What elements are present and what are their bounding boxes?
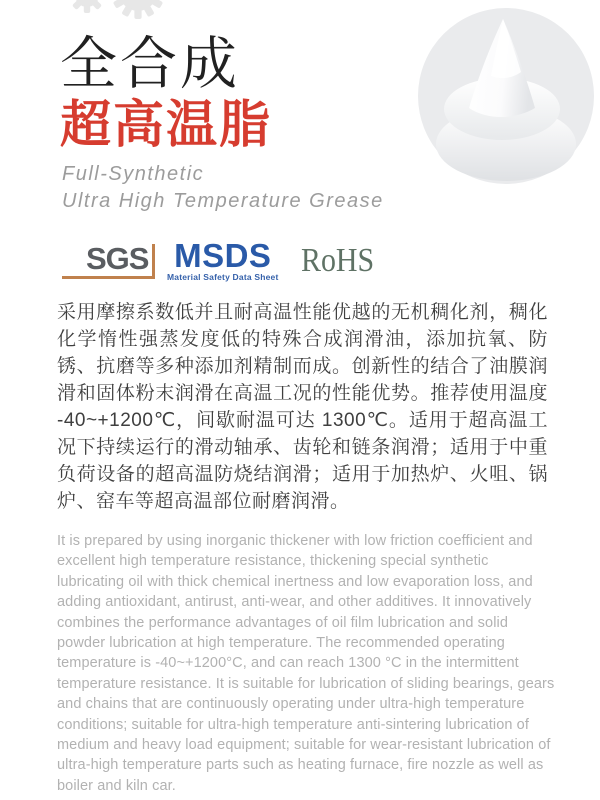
sgs-label: SGS	[86, 241, 149, 276]
gear-icon	[60, 0, 180, 32]
page-title-line1: 全合成	[60, 32, 240, 96]
subtitle-line2: Ultra High Temperature Grease	[62, 190, 384, 212]
product-image	[413, 6, 600, 190]
sgs-logo	[62, 241, 155, 279]
rohs-label: RoHS	[301, 242, 375, 279]
page-title-line2: 超高温脂	[60, 96, 273, 153]
msds-label: MSDS	[174, 237, 272, 274]
subtitle-line1: Full-Synthetic	[62, 163, 205, 185]
certification-logos	[0, 238, 600, 290]
description-chinese: 采用摩擦系数低并且耐高温性能优越的无机稠化剂，稠化化学惰性强蒸发度低的特殊合成润滑油，添加抗氧、防锈、抗磨等多种添加剂精制而成。创新性的结合了油膜润滑和固体粉末润滑在高温工况的性能优势。推荐使用温度 -40~+1200℃，间歇耐温可达 1300℃。适用于超高温工况下持续运行的滑动轴承、齿轮和链条润滑；适用于中重负荷设备的超高温防烧结润滑；适用于加热炉、火咀、锅炉、窑车等超高温部位耐磨润滑。	[57, 302, 548, 512]
subtitle-en	[62, 161, 384, 215]
msds-logo	[167, 237, 279, 282]
msds-sublabel: Material Safety Data Sheet	[167, 272, 279, 282]
description-english: It is prepared by using inorganic thickener with low friction coefficient and excellent high temperature resistance, thickening special synthetic lubricating oil with thick chemical inertness and low evaporation loss, and adding antioxidant, antirust, anti-wear, and other additives. It innovatively combines the performance advantages of oil film lubrication and solid powder lubrication at high temperature. The recommended operating temperature is -40~+1200°C, and can reach 1300 °C in the intermittent temperature resistance. It is suitable for lubrication of sliding bearings, gears and chains that are continuously operating under ultra-high temperature conditions; suitable for ultra-high temperature anti-sintering lubrication of medium and heavy load equipment; suitable for wear-resistant lubrication of ultra-high temperature parts such as heating furnace, fire nozzle as well as boiler and kiln car.	[57, 533, 555, 794]
rohs-logo	[301, 242, 384, 279]
